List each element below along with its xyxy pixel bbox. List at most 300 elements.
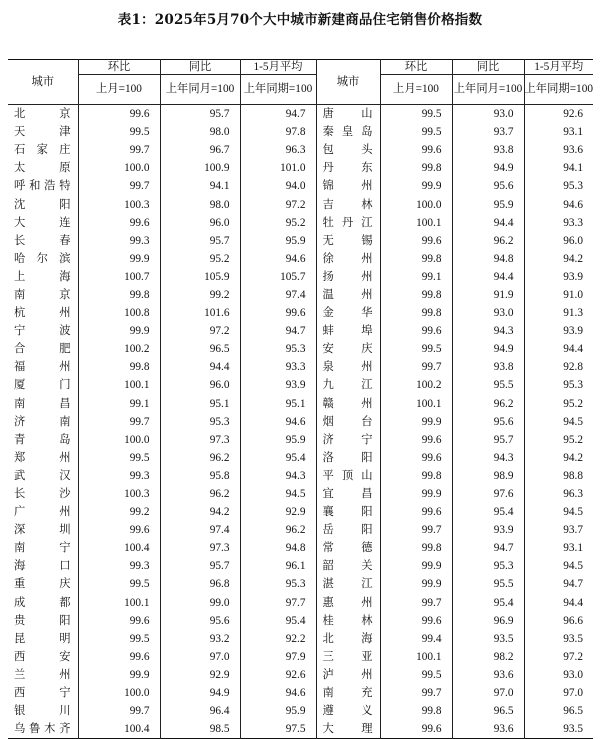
city-right: 洛阳 [316,449,380,467]
mom-value-right: 99.5 [380,666,452,684]
city-column-header-right: 城市 [316,60,380,105]
yoy-subheader-left: 上年同月=100 [160,75,240,105]
city-right: 泸州 [316,666,380,684]
city-left: 济南 [14,415,71,428]
table-row [8,503,593,521]
yoy-value-left: 96.2 [160,449,240,467]
yoy-value-right: 93.6 [452,720,524,739]
avg-value-right: 95.2 [524,431,593,449]
city-right: 无锡 [316,232,380,250]
yoy-value-left: 99.2 [160,286,240,304]
avg-value-left: 92.2 [240,630,316,648]
table-row [8,358,593,376]
yoy-value-right: 94.4 [452,214,524,232]
city-right: 三亚 [316,648,380,666]
city-right: 常德 [316,539,380,557]
avg-value-right: 98.8 [524,467,593,485]
city-right: 丹东 [316,159,380,177]
mom-value-left: 99.2 [78,503,160,521]
mom-value-left: 99.5 [78,449,160,467]
yoy-value-left: 95.6 [160,612,240,630]
yoy-value-right: 96.9 [452,612,524,630]
city-right: 岳阳 [316,521,380,539]
yoy-value-right: 95.7 [452,431,524,449]
mom-value-right: 99.6 [380,449,452,467]
avg-value-right: 93.5 [524,630,593,648]
avg-value-left: 95.9 [240,431,316,449]
avg-value-left: 97.8 [240,123,316,141]
mom-value-left: 100.0 [78,431,160,449]
mom-value-left: 100.0 [78,684,160,702]
yoy-value-right: 95.3 [452,557,524,575]
yoy-value-left: 92.9 [160,666,240,684]
avg-value-left: 94.7 [240,105,316,124]
avg-value-right: 94.2 [524,250,593,268]
mom-value-left: 99.5 [78,630,160,648]
city-right: 包头 [316,141,380,159]
table-row [8,485,593,503]
avg-value-right: 92.8 [524,358,593,376]
table-row [8,648,593,666]
avg-value-left: 97.7 [240,594,316,612]
mom-value-left: 99.6 [78,214,160,232]
yoy-value-left: 95.3 [160,413,240,431]
city-left: 天津 [14,126,71,139]
yoy-value-left: 94.1 [160,177,240,195]
city-right: 平顶山 [316,467,380,485]
table-row [8,268,593,286]
avg-value-left: 95.1 [240,395,316,413]
city-left: 乌鲁木齐 [14,723,71,736]
mom-value-right: 100.1 [380,648,452,666]
mom-value-right: 99.6 [380,232,452,250]
yoy-value-left: 95.8 [160,467,240,485]
yoy-value-left: 98.0 [160,195,240,213]
avg-value-right: 93.3 [524,214,593,232]
mom-value-right: 99.6 [380,431,452,449]
avg-value-right: 97.0 [524,684,593,702]
mom-value-left: 99.6 [78,521,160,539]
avg-value-right: 91.3 [524,304,593,322]
city-left: 武汉 [14,469,71,482]
city-right: 南充 [316,684,380,702]
avg-value-left: 95.2 [240,214,316,232]
mom-value-left: 99.9 [78,250,160,268]
yoy-value-left: 96.5 [160,340,240,358]
yoy-value-left: 97.2 [160,322,240,340]
mom-value-left: 99.8 [78,286,160,304]
mom-value-right: 99.8 [380,250,452,268]
avg-value-left: 94.0 [240,177,316,195]
avg-value-left: 97.2 [240,195,316,213]
city-left: 青岛 [14,433,71,446]
avg-value-right: 94.4 [524,340,593,358]
city-right: 吉林 [316,195,380,213]
table-row [8,702,593,720]
avg-value-right: 94.7 [524,575,593,593]
mom-value-right: 99.7 [380,521,452,539]
avg-header-left: 1-5月平均 [240,60,316,75]
table-row [8,340,593,358]
city-left: 北京 [14,108,71,121]
avg-value-left: 94.7 [240,322,316,340]
table-row [8,413,593,431]
avg-value-left: 97.4 [240,286,316,304]
mom-value-right: 99.5 [380,123,452,141]
table-row [8,232,593,250]
mom-value-right: 99.7 [380,684,452,702]
table-row [8,286,593,304]
table-row [8,557,593,575]
mom-value-left: 99.5 [78,123,160,141]
table-row [8,105,593,124]
city-right: 锦州 [316,177,380,195]
mom-value-left: 99.8 [78,358,160,376]
table-row [8,123,593,141]
mom-value-right: 99.8 [380,159,452,177]
mom-value-right: 99.8 [380,702,452,720]
avg-value-right: 97.2 [524,648,593,666]
mom-value-right: 99.6 [380,141,452,159]
city-right: 蚌埠 [316,322,380,340]
mom-value-right: 99.8 [380,286,452,304]
yoy-subheader-right: 上年同月=100 [452,75,524,105]
avg-value-left: 92.6 [240,666,316,684]
table-row [8,214,593,232]
mom-value-right: 99.5 [380,340,452,358]
yoy-value-right: 93.9 [452,521,524,539]
yoy-value-left: 105.9 [160,268,240,286]
city-left: 南京 [14,288,71,301]
city-right: 惠州 [316,594,380,612]
yoy-value-left: 95.7 [160,232,240,250]
avg-value-left: 94.8 [240,539,316,557]
mom-value-left: 100.4 [78,539,160,557]
yoy-value-left: 96.2 [160,485,240,503]
avg-value-left: 95.9 [240,702,316,720]
mom-value-left: 99.5 [78,575,160,593]
avg-value-left: 95.4 [240,612,316,630]
yoy-value-right: 94.4 [452,268,524,286]
city-left: 郑州 [14,451,71,464]
yoy-value-right: 94.9 [452,159,524,177]
table-body [8,105,593,739]
yoy-value-left: 95.1 [160,395,240,413]
mom-subheader-right: 上月=100 [380,75,452,105]
table-row [8,250,593,268]
city-left: 银川 [14,705,71,718]
yoy-value-left: 95.7 [160,105,240,124]
yoy-value-left: 93.2 [160,630,240,648]
avg-value-right: 93.9 [524,322,593,340]
city-right: 烟台 [316,413,380,431]
yoy-value-right: 94.9 [452,340,524,358]
avg-value-left: 95.3 [240,340,316,358]
table-row [8,521,593,539]
mom-value-right: 99.9 [380,557,452,575]
table-row [8,539,593,557]
yoy-value-left: 97.3 [160,539,240,557]
mom-value-right: 99.4 [380,630,452,648]
avg-value-right: 96.3 [524,485,593,503]
city-left: 贵阳 [14,614,71,627]
table-row [8,684,593,702]
table-row [8,612,593,630]
price-index-table [8,59,593,739]
city-left: 大连 [14,216,71,229]
city-left: 福州 [14,361,71,374]
yoy-value-right: 95.9 [452,195,524,213]
avg-value-left: 94.3 [240,467,316,485]
avg-value-right: 93.5 [524,720,593,739]
mom-value-left: 100.1 [78,376,160,394]
city-right: 湛江 [316,575,380,593]
mom-value-left: 99.7 [78,141,160,159]
mom-value-left: 100.2 [78,340,160,358]
city-right: 扬州 [316,268,380,286]
yoy-value-right: 95.4 [452,594,524,612]
yoy-value-left: 94.2 [160,503,240,521]
table-row [8,177,593,195]
city-right: 温州 [316,286,380,304]
yoy-value-left: 96.0 [160,214,240,232]
yoy-value-left: 101.6 [160,304,240,322]
city-right: 牡丹江 [316,214,380,232]
table-row [8,159,593,177]
yoy-value-right: 93.5 [452,630,524,648]
city-right: 徐州 [316,250,380,268]
avg-value-left: 97.9 [240,648,316,666]
avg-value-left: 93.3 [240,358,316,376]
yoy-value-right: 98.2 [452,648,524,666]
yoy-value-left: 95.2 [160,250,240,268]
avg-value-right: 92.6 [524,105,593,124]
mom-value-right: 99.5 [380,105,452,124]
table-row [8,720,593,739]
city-right: 安庆 [316,340,380,358]
mom-value-left: 99.6 [78,648,160,666]
yoy-value-left: 95.7 [160,557,240,575]
avg-value-right: 94.4 [524,594,593,612]
avg-value-right: 95.3 [524,177,593,195]
mom-value-right: 99.8 [380,304,452,322]
city-right: 九江 [316,376,380,394]
city-left: 哈尔滨 [14,252,71,265]
avg-value-right: 94.1 [524,159,593,177]
yoy-value-left: 94.9 [160,684,240,702]
mom-value-right: 99.9 [380,177,452,195]
mom-value-right: 99.7 [380,358,452,376]
avg-value-left: 94.6 [240,413,316,431]
yoy-header-left: 同比 [160,60,240,75]
yoy-value-left: 97.0 [160,648,240,666]
mom-value-right: 99.6 [380,720,452,739]
table-row [8,195,593,213]
avg-value-left: 96.3 [240,141,316,159]
avg-value-left: 96.1 [240,557,316,575]
mom-value-right: 99.9 [380,485,452,503]
mom-value-left: 99.3 [78,232,160,250]
city-left: 杭州 [14,307,71,320]
mom-value-right: 99.9 [380,575,452,593]
mom-value-right: 99.8 [380,539,452,557]
mom-value-left: 99.7 [78,702,160,720]
mom-value-left: 100.3 [78,485,160,503]
mom-value-right: 100.2 [380,376,452,394]
avg-subheader-right: 上年同期=100 [524,75,593,105]
avg-value-right: 96.6 [524,612,593,630]
mom-value-right: 99.1 [380,268,452,286]
avg-value-right: 93.1 [524,539,593,557]
table-row [8,395,593,413]
mom-value-right: 100.0 [380,195,452,213]
city-column-header-left: 城市 [31,75,55,88]
city-left: 长春 [14,234,71,247]
city-left: 广州 [14,506,71,519]
yoy-value-right: 93.7 [452,123,524,141]
mom-value-left: 100.3 [78,195,160,213]
table-title: 表1：2025年5月70个大中城市新建商品住宅销售价格指数 [117,12,483,28]
yoy-value-right: 95.5 [452,575,524,593]
table-row [8,322,593,340]
table-row [8,431,593,449]
yoy-value-right: 94.3 [452,449,524,467]
mom-value-left: 99.9 [78,666,160,684]
yoy-value-right: 97.6 [452,485,524,503]
city-right: 秦皇岛 [316,123,380,141]
avg-value-right: 93.0 [524,666,593,684]
mom-value-right: 99.8 [380,467,452,485]
yoy-value-right: 93.8 [452,358,524,376]
city-left: 厦门 [14,379,71,392]
yoy-value-right: 94.3 [452,322,524,340]
city-left: 成都 [14,596,71,609]
yoy-value-right: 94.8 [452,250,524,268]
yoy-value-right: 93.0 [452,304,524,322]
city-right: 遵义 [316,702,380,720]
avg-value-right: 96.0 [524,232,593,250]
city-right: 泉州 [316,358,380,376]
city-left: 呼和浩特 [14,180,71,193]
avg-subheader-left: 上年同期=100 [240,75,316,105]
avg-value-right: 94.5 [524,413,593,431]
avg-value-left: 95.3 [240,575,316,593]
yoy-value-left: 97.3 [160,431,240,449]
city-left: 兰州 [14,668,71,681]
mom-value-right: 99.6 [380,503,452,521]
city-left: 深圳 [14,524,71,537]
avg-value-left: 95.9 [240,232,316,250]
mom-header-left: 环比 [78,60,160,75]
mom-value-left: 99.9 [78,322,160,340]
mom-value-right: 99.7 [380,594,452,612]
yoy-value-left: 96.4 [160,702,240,720]
city-right: 大理 [316,720,380,739]
yoy-value-right: 91.9 [452,286,524,304]
avg-value-left: 95.4 [240,449,316,467]
yoy-value-left: 98.0 [160,123,240,141]
avg-value-left: 101.0 [240,159,316,177]
city-right: 韶关 [316,557,380,575]
avg-value-right: 94.2 [524,449,593,467]
mom-header-right: 环比 [380,60,452,75]
city-right: 唐山 [316,105,380,124]
city-left: 西安 [14,650,71,663]
avg-value-left: 94.6 [240,684,316,702]
city-right: 赣州 [316,395,380,413]
city-right: 济宁 [316,431,380,449]
yoy-value-right: 96.2 [452,232,524,250]
yoy-value-right: 94.7 [452,539,524,557]
yoy-value-right: 96.2 [452,395,524,413]
yoy-value-left: 100.9 [160,159,240,177]
city-left: 上海 [14,270,71,283]
mom-value-left: 100.1 [78,594,160,612]
yoy-value-left: 97.4 [160,521,240,539]
mom-value-left: 99.6 [78,105,160,124]
mom-value-left: 100.8 [78,304,160,322]
avg-value-left: 92.9 [240,503,316,521]
table-row [8,467,593,485]
mom-value-right: 100.1 [380,395,452,413]
yoy-value-right: 95.6 [452,413,524,431]
yoy-value-left: 96.0 [160,376,240,394]
yoy-value-left: 98.5 [160,720,240,739]
city-left: 沈阳 [14,198,71,211]
mom-value-left: 99.1 [78,395,160,413]
table-row [8,141,593,159]
city-left: 海口 [14,560,71,573]
yoy-value-right: 93.8 [452,141,524,159]
avg-value-right: 93.9 [524,268,593,286]
avg-value-left: 99.6 [240,304,316,322]
mom-value-left: 99.3 [78,467,160,485]
mom-value-right: 99.9 [380,413,452,431]
avg-value-left: 94.5 [240,485,316,503]
avg-value-right: 94.5 [524,503,593,521]
yoy-value-right: 93.0 [452,105,524,124]
table-row [8,594,593,612]
yoy-value-left: 96.7 [160,141,240,159]
avg-value-right: 94.5 [524,557,593,575]
avg-value-right: 96.5 [524,702,593,720]
table-row [8,630,593,648]
table-row [8,449,593,467]
avg-value-right: 93.1 [524,123,593,141]
avg-value-right: 91.0 [524,286,593,304]
avg-value-left: 93.9 [240,376,316,394]
table-row [8,376,593,394]
city-right: 宜昌 [316,485,380,503]
yoy-value-left: 96.8 [160,575,240,593]
avg-value-right: 95.2 [524,395,593,413]
mom-value-left: 100.7 [78,268,160,286]
city-left: 石家庄 [14,144,71,157]
city-left: 重庆 [14,578,71,591]
yoy-value-right: 95.6 [452,177,524,195]
mom-value-left: 100.4 [78,720,160,739]
mom-value-right: 100.1 [380,214,452,232]
city-right: 桂林 [316,612,380,630]
avg-value-left: 96.2 [240,521,316,539]
city-left: 西宁 [14,687,71,700]
table-row [8,575,593,593]
mom-value-right: 99.6 [380,612,452,630]
yoy-value-right: 97.0 [452,684,524,702]
avg-value-right: 94.6 [524,195,593,213]
city-right: 襄阳 [316,503,380,521]
avg-value-left: 94.6 [240,250,316,268]
